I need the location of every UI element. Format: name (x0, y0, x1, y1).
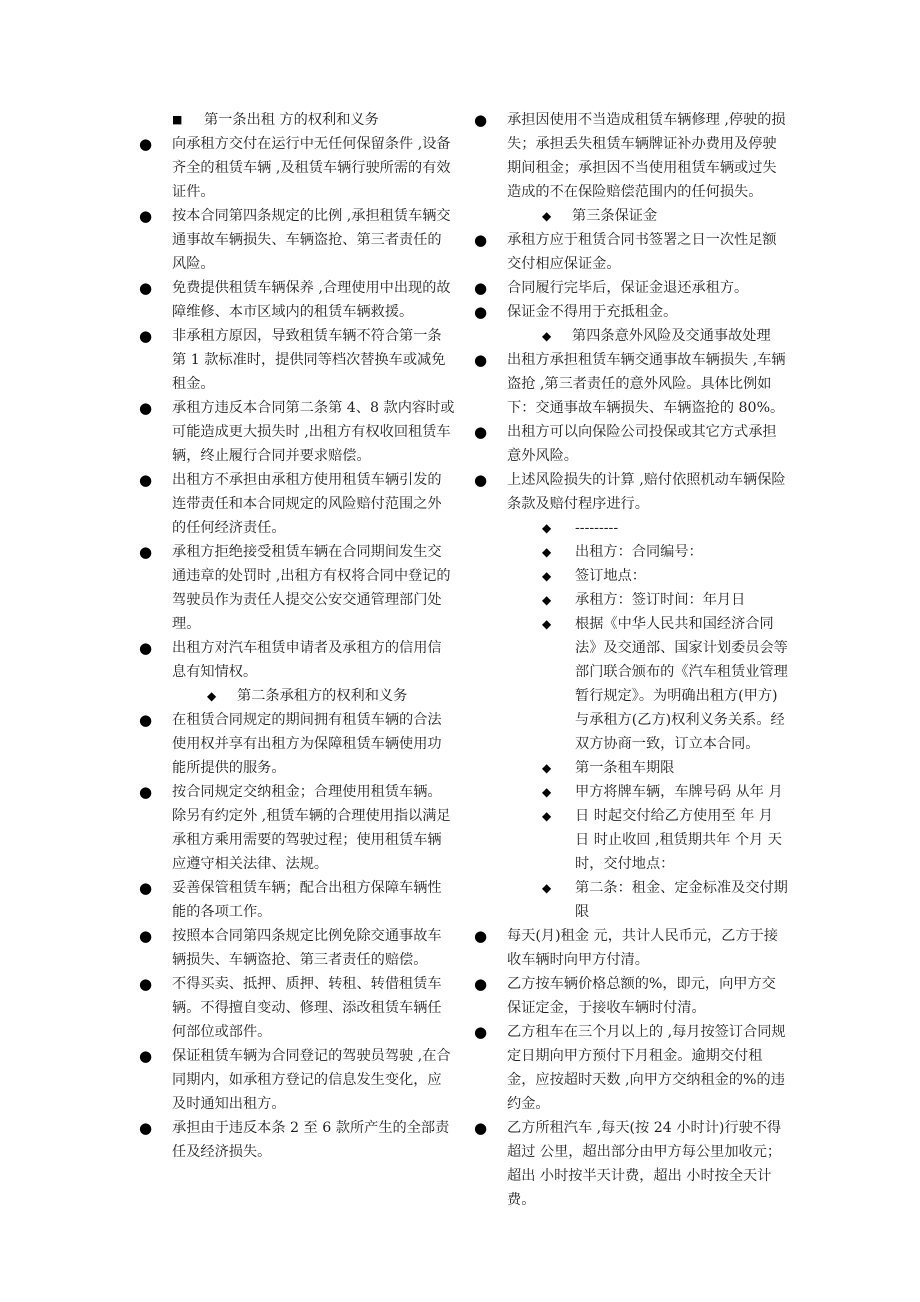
list-item (470, 276, 790, 300)
item-text: 按合同规定交纳租金；合理使用租赁车辆。除另有约定外 ,租赁车辆的合理使用指以满足承租方乘用需要的驾驶过程；使用租赁车辆应遵守相关法律、法规。 (172, 784, 451, 872)
left-column (135, 108, 455, 1164)
list-item (135, 1116, 455, 1164)
bullet-dot-icon: ● (474, 231, 488, 249)
bullet-diamond-icon: ◆ (207, 689, 217, 703)
item-text: 按照本合同第四条规定比例免除交通事故车辆损失、车辆盗抢、第三者责任的赔偿。 (172, 928, 442, 968)
right-column (470, 108, 790, 1212)
item-text: 乙方按车辆价格总额的%，即元，向甲方交保证定金，于接收车辆时付清。 (507, 976, 776, 1016)
item-text: 第三条保证金 (572, 208, 658, 224)
bullet-dot-icon: ● (139, 879, 153, 897)
list-item (470, 300, 790, 324)
list-item (135, 1044, 455, 1116)
item-text: 保证金不得用于充抵租金。 (507, 304, 678, 320)
list-item (135, 876, 455, 924)
item-text: 上述风险损失的计算 ,赔付依照机动车辆保险条款及赔付程序进行。 (507, 472, 786, 512)
item-text: 出租方承担租赁车辆交通事故车辆损失 ,车辆盗抢 ,第三者责任的意外风险。具体比例如下：交通事故车辆损失、车辆盗抢的 80%。 (507, 352, 786, 416)
list-item (470, 588, 790, 612)
item-text: 第二条：租金、定金标准及交付期限 (575, 880, 788, 920)
list-item (470, 612, 790, 756)
bullet-dot-icon: ● (139, 927, 153, 945)
item-text: 非承租方原因，导致租赁车辆不符合第一条第 1 款标准时，提供同等档次替换车或减免租金。 (172, 328, 446, 392)
list-item (470, 1020, 790, 1116)
list-item (470, 1116, 790, 1212)
bullet-dot-icon: ● (474, 423, 488, 441)
item-text: 每天(月)租金 元，共计人民币元，乙方于接收车辆时向甲方付清。 (507, 928, 778, 968)
bullet-diamond-icon: ◆ (542, 569, 552, 583)
bullet-dot-icon: ● (474, 351, 488, 369)
list-item (135, 276, 455, 324)
item-text: 承租方应于租赁合同书签署之日一次性足额交付相应保证金。 (507, 232, 777, 272)
item-text: 承租方拒绝接受租赁车辆在合同期间发生交通违章的处罚时 ,出租方有权将合同中登记的驾驶员作为责任人提交公安交通管理部门处理。 (172, 544, 451, 632)
bullet-dot-icon: ● (139, 327, 153, 345)
item-text: 第一条租车期限 (575, 760, 675, 776)
list-item (470, 420, 790, 468)
bullet-dot-icon: ● (139, 639, 153, 657)
list-item (470, 540, 790, 564)
bullet-dot-icon: ● (139, 783, 153, 801)
list-item (135, 780, 455, 876)
list-item (470, 564, 790, 588)
item-text: 按本合同第四条规定的比例 ,承担租赁车辆交通事故车辆损失、车辆盗抢、第三者责任的风险。 (172, 208, 451, 272)
item-text: 甲方将牌车辆，车牌号码 从年 月 (575, 784, 783, 800)
item-text: 承担由于违反本条 2 至 6 款所产生的全部责任及经济损失。 (172, 1120, 450, 1160)
bullet-dot-icon: ● (139, 207, 153, 225)
item-text: 在租赁合同规定的期间拥有租赁车辆的合法使用权并享有出租方为保障租赁车辆使用功能所提供的服务。 (172, 712, 442, 776)
item-text: 出租方对汽车租赁申请者及承租方的信用信息有知情权。 (172, 640, 442, 680)
list-item (135, 132, 455, 204)
list-item (470, 924, 790, 972)
bullet-diamond-icon: ◆ (542, 809, 552, 823)
item-text: 第二条承租方的权利和义务 (237, 688, 408, 704)
bullet-dot-icon: ● (139, 135, 153, 153)
bullet-dot-icon: ● (139, 399, 153, 417)
list-item (135, 924, 455, 972)
item-text: 合同履行完毕后，保证金退还承租方。 (507, 280, 749, 296)
bullet-dot-icon: ● (139, 975, 153, 993)
section-heading (470, 204, 790, 228)
bullet-dot-icon: ● (139, 543, 153, 561)
bullet-dot-icon: ● (474, 471, 488, 489)
bullet-dot-icon: ● (139, 471, 153, 489)
list-item (470, 348, 790, 420)
item-text: 乙方租车在三个月以上的 ,每月按签订合同规定日期向甲方预付下月租金。逾期交付租金，应按超时天数 ,向甲方交纳租金的%的违约金。 (507, 1024, 786, 1112)
section-heading (470, 324, 790, 348)
bullet-dot-icon: ● (474, 1023, 488, 1041)
item-text: 第四条意外风险及交通事故处理 (572, 328, 771, 344)
bullet-dot-icon: ● (474, 303, 488, 321)
list-item (470, 876, 790, 924)
item-text: 根据《中华人民共和国经济合同法》及交通部、国家计划委员会等部门联合颁布的《汽车租赁业管理暂行规定》。为明确出租方(甲方)与承租方(乙方)权利义务关系。经双方协商一致，订立本合同。 (575, 616, 788, 752)
list-item (135, 204, 455, 276)
item-text: 向承租方交付在运行中无任何保留条件 ,设备齐全的租赁车辆 ,及租赁车辆行驶所需的有效证件。 (172, 136, 451, 200)
bullet-diamond-icon: ◆ (542, 785, 552, 799)
list-item (470, 108, 790, 204)
item-text: 出租方不承担由承租方使用租赁车辆引发的连带责任和本合同规定的风险赔付范围之外的任何经济责任。 (172, 472, 442, 536)
bullet-diamond-icon: ◆ (542, 521, 552, 535)
item-text: 免费提供租赁车辆保养 ,合理使用中出现的故障维修、本市区域内的租赁车辆救援。 (172, 280, 451, 320)
item-text: 不得买卖、抵押、质押、转租、转借租赁车辆。不得擅自变动、修理、添改租赁车辆任何部位或部件。 (172, 976, 442, 1040)
item-text: 保证租赁车辆为合同登记的驾驶员驾驶 ,在合同期内，如承租方登记的信息发生变化，应及时通知出租方。 (172, 1048, 451, 1112)
item-text: 第一条出租 方的权利和义务 (204, 112, 379, 128)
bullet-diamond-icon: ◆ (542, 761, 552, 775)
bullet-dot-icon: ● (474, 279, 488, 297)
bullet-dot-icon: ● (139, 711, 153, 729)
item-text: 承租方违反本合同第二条第 4、8 款内容时或可能造成更大损失时 ,出租方有权收回租赁车辆，终止履行合同并要求赔偿。 (172, 400, 455, 464)
bullet-dot-icon: ● (474, 927, 488, 945)
list-item (470, 516, 790, 540)
list-item (135, 468, 455, 540)
bullet-dot-icon: ● (474, 1119, 488, 1137)
list-item (470, 468, 790, 516)
list-item (135, 396, 455, 468)
section-heading (135, 108, 455, 132)
item-text: 出租方可以向保险公司投保或其它方式承担意外风险。 (507, 424, 777, 464)
section-heading (135, 684, 455, 708)
bullet-diamond-icon: ◆ (542, 209, 552, 223)
list-item (470, 972, 790, 1020)
bullet-dot-icon: ● (474, 111, 488, 129)
list-item (135, 324, 455, 396)
list-item (470, 228, 790, 276)
list-item (470, 756, 790, 780)
bullet-dot-icon: ● (139, 279, 153, 297)
item-text: 乙方所租汽车 ,每天(按 24 小时计)行驶不得超过 公里，超出部分由甲方每公里加收元；超出 小时按半天计费，超出 小时按全天计费。 (507, 1120, 782, 1208)
list-item (135, 636, 455, 684)
bullet-diamond-icon: ◆ (542, 545, 552, 559)
item-text: 日 时起交付给乙方使用至 年 月 日 时止收回 ,租赁期共年 个月 天时，交付地点： (575, 808, 782, 872)
list-item (135, 972, 455, 1044)
list-item (135, 540, 455, 636)
bullet-dot-icon: ● (474, 975, 488, 993)
bullet-diamond-icon: ◆ (542, 881, 552, 895)
list-item (470, 804, 790, 876)
item-text: 妥善保管租赁车辆；配合出租方保障车辆性能的各项工作。 (172, 880, 442, 920)
bullet-dot-icon: ● (139, 1119, 153, 1137)
item-text: 承担因使用不当造成租赁车辆修理 ,停驶的损失；承担丢失租赁车辆牌证补办费用及停驶期间租金；承担因不当使用租赁车辆或过失造成的不在保险赔偿范围内的任何损失。 (507, 112, 786, 200)
bullet-diamond-icon: ◆ (542, 617, 552, 631)
item-text: 承租方：签订时间：年月日 (575, 592, 746, 608)
item-text: 出租方：合同编号： (575, 544, 703, 560)
item-text: 签订地点： (575, 568, 646, 584)
bullet-dot-icon: ● (139, 1047, 153, 1065)
bullet-diamond-icon: ◆ (542, 329, 552, 343)
bullet-diamond-icon: ◆ (542, 593, 552, 607)
list-item (470, 780, 790, 804)
bullet-square-icon: ■ (172, 113, 183, 126)
list-item (135, 708, 455, 780)
item-text: --------- (575, 520, 619, 536)
